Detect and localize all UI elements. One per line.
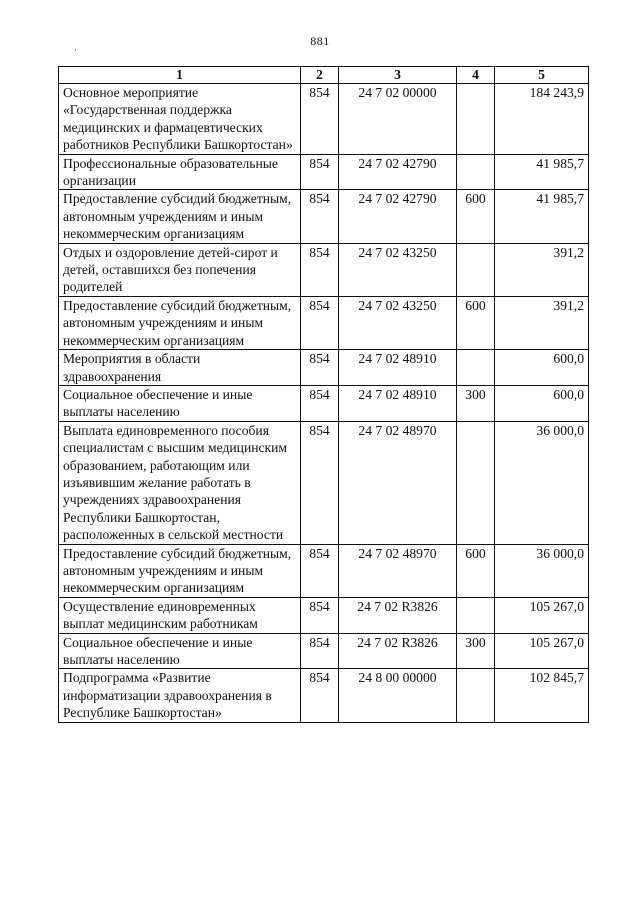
row-expense-type	[457, 243, 495, 296]
row-amount: 391,2	[495, 296, 589, 349]
page-number: 881	[310, 34, 330, 48]
row-name: Выплата единовременного пособия специалистам с высшим медицинским образованием, работающим или изъявившим желание работать в учреждениях здравоохранения Республики Башкортостан, расположенных в сельской местности	[59, 421, 301, 544]
row-amount: 391,2	[495, 243, 589, 296]
row-target-article: 24 7 02 48910	[339, 350, 457, 386]
row-target-article: 24 7 02 48970	[339, 544, 457, 597]
table-row	[59, 597, 589, 633]
row-expense-type	[457, 597, 495, 633]
table-row	[59, 190, 589, 243]
row-expense-type: 600	[457, 296, 495, 349]
row-code: 854	[301, 243, 339, 296]
row-name: Социальное обеспечение и иные выплаты населению	[59, 633, 301, 669]
row-name: Мероприятия в области здравоохранения	[59, 350, 301, 386]
row-code: 854	[301, 350, 339, 386]
row-target-article: 24 7 02 42790	[339, 154, 457, 190]
table-row	[59, 350, 589, 386]
row-amount: 600,0	[495, 385, 589, 421]
table-row	[59, 243, 589, 296]
row-target-article: 24 7 02 43250	[339, 296, 457, 349]
row-name: Основное мероприятие «Государственная поддержка медицинских и фармацевтических работников Республики Башкортостан»	[59, 84, 301, 155]
row-expense-type: 600	[457, 190, 495, 243]
row-expense-type	[457, 154, 495, 190]
row-amount: 41 985,7	[495, 190, 589, 243]
row-target-article: 24 7 02 00000	[339, 84, 457, 155]
row-expense-type: 300	[457, 385, 495, 421]
row-name: Предоставление субсидий бюджетным, автономным учреждениям и иным некоммерческим организациям	[59, 296, 301, 349]
row-name: Предоставление субсидий бюджетным, автономным учреждениям и иным некоммерческим организациям	[59, 544, 301, 597]
header-col-1: 1	[59, 67, 301, 84]
table-row	[59, 421, 589, 544]
row-expense-type	[457, 350, 495, 386]
row-code: 854	[301, 544, 339, 597]
header-col-3: 3	[339, 67, 457, 84]
row-target-article: 24 7 02 R3826	[339, 597, 457, 633]
row-amount: 41 985,7	[495, 154, 589, 190]
table-row	[59, 84, 589, 155]
row-amount: 105 267,0	[495, 597, 589, 633]
table-header-row	[59, 67, 589, 84]
table-row	[59, 544, 589, 597]
row-code: 854	[301, 421, 339, 544]
row-code: 854	[301, 190, 339, 243]
row-target-article: 24 7 02 48970	[339, 421, 457, 544]
row-name: Предоставление субсидий бюджетным, автономным учреждениям и иным некоммерческим организациям	[59, 190, 301, 243]
table-row	[59, 669, 589, 722]
row-target-article: 24 7 02 42790	[339, 190, 457, 243]
row-code: 854	[301, 84, 339, 155]
row-name: Подпрограмма «Развитие информатизации здравоохранения в Республике Башкортостан»	[59, 669, 301, 722]
table-row	[59, 385, 589, 421]
header-col-2: 2	[301, 67, 339, 84]
header-col-4: 4	[457, 67, 495, 84]
row-target-article: 24 7 02 48910	[339, 385, 457, 421]
row-expense-type: 300	[457, 633, 495, 669]
row-expense-type	[457, 84, 495, 155]
row-amount: 600,0	[495, 350, 589, 386]
row-target-article: 24 7 02 R3826	[339, 633, 457, 669]
row-name: Профессиональные образовательные организации	[59, 154, 301, 190]
row-code: 854	[301, 154, 339, 190]
header-col-5: 5	[495, 67, 589, 84]
row-code: 854	[301, 597, 339, 633]
row-amount: 36 000,0	[495, 544, 589, 597]
row-expense-type	[457, 669, 495, 722]
stray-mark: ‚	[74, 42, 77, 52]
row-code: 854	[301, 633, 339, 669]
row-amount: 102 845,7	[495, 669, 589, 722]
row-code: 854	[301, 385, 339, 421]
table-row	[59, 296, 589, 349]
row-name: Социальное обеспечение и иные выплаты населению	[59, 385, 301, 421]
row-expense-type	[457, 421, 495, 544]
row-name: Отдых и оздоровление детей-сирот и детей, оставшихся без попечения родителей	[59, 243, 301, 296]
row-expense-type: 600	[457, 544, 495, 597]
row-code: 854	[301, 669, 339, 722]
row-amount: 105 267,0	[495, 633, 589, 669]
table-row	[59, 154, 589, 190]
row-code: 854	[301, 296, 339, 349]
row-target-article: 24 7 02 43250	[339, 243, 457, 296]
row-amount: 36 000,0	[495, 421, 589, 544]
row-name: Осуществление единовременных выплат медицинским работникам	[59, 597, 301, 633]
row-target-article: 24 8 00 00000	[339, 669, 457, 722]
table-row	[59, 633, 589, 669]
budget-table	[58, 66, 589, 723]
row-amount: 184 243,9	[495, 84, 589, 155]
